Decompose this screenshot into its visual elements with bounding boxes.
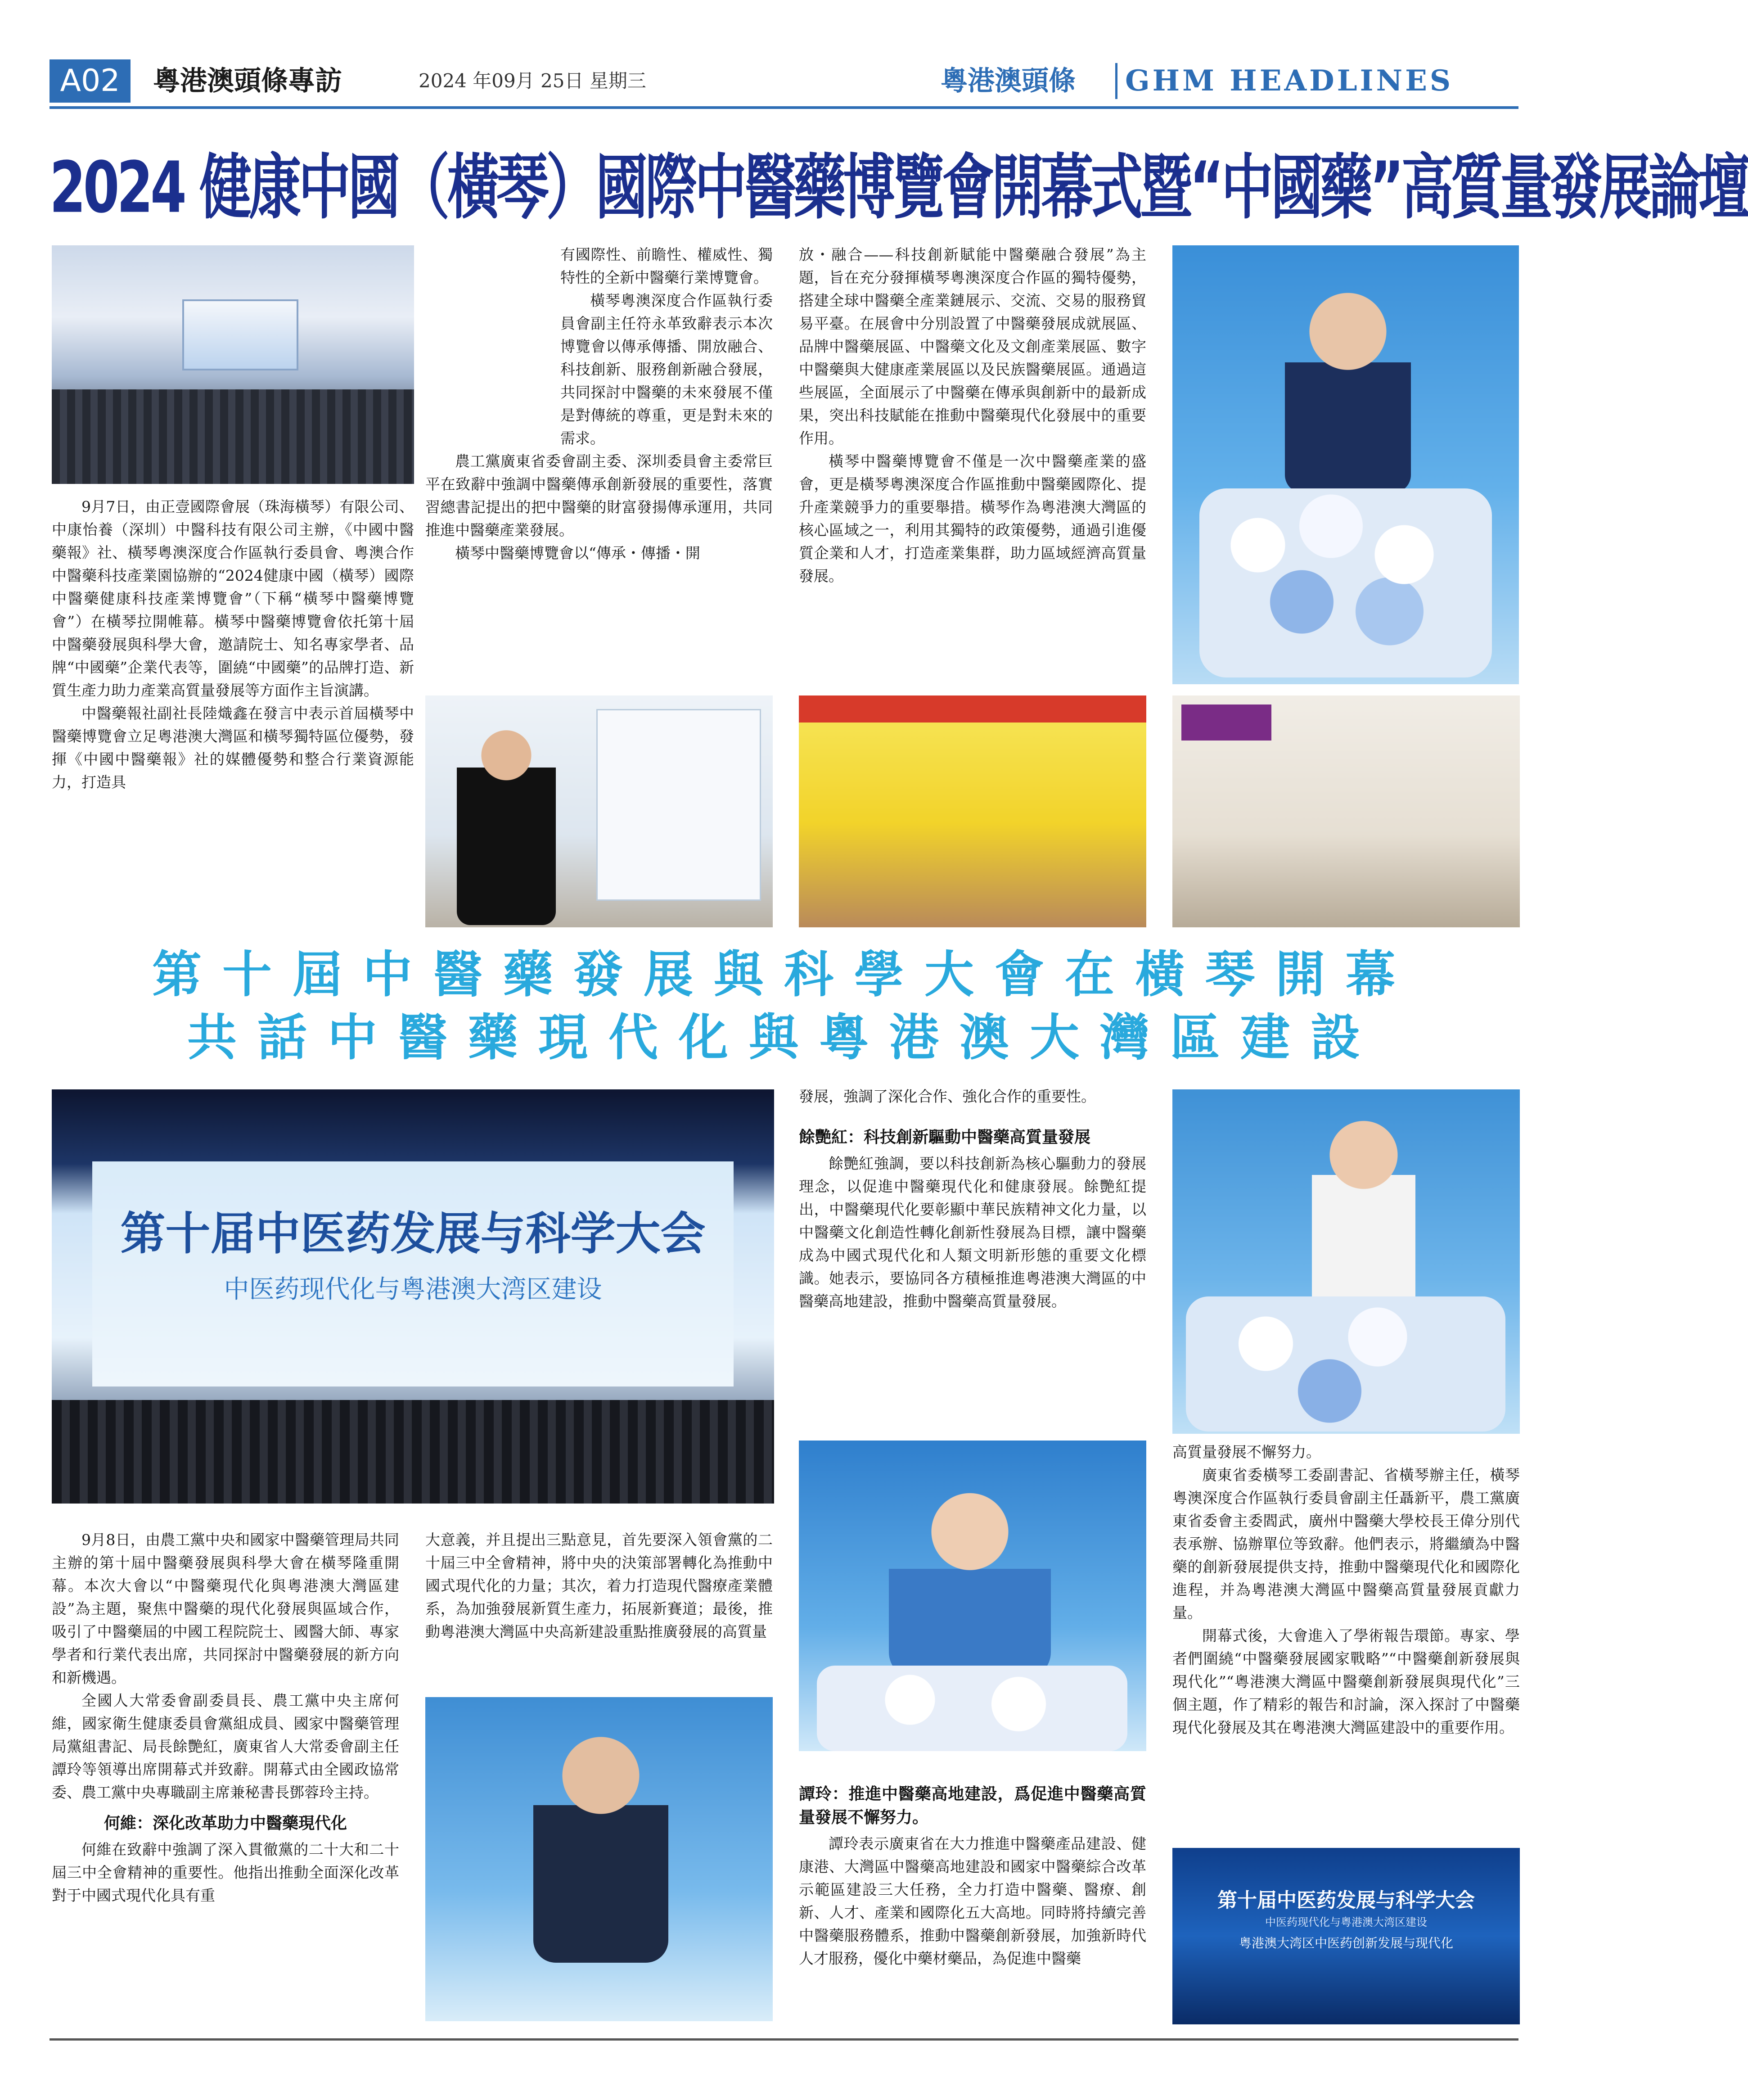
article1-column-1: [52, 495, 414, 794]
article2-column-3-lower: [799, 1783, 1146, 1970]
hall-audience: [52, 389, 414, 484]
masthead-en: GHM HEADLINES: [1125, 64, 1454, 98]
paragraph: 橫琴中醫藥博覽會不僅是一次中醫藥產業的盛會，更是橫琴粵澳深度合作區推動中醫藥國際化、提升產業競爭力的重要舉措。橫琴作為粵港澳大灣區的核心區域之一，利用其獨特的政策優勢，通過引進優質企業和人才，打造產業集群，助力區域經濟高質量發展。: [799, 452, 1146, 585]
masthead-divider: [1115, 63, 1117, 99]
stage-banner-title: 第十届中医药发展与科学大会: [120, 1207, 706, 1260]
booth-signboard: [799, 695, 1146, 723]
article2-column-2: [425, 1528, 773, 1643]
hall-screen: [182, 299, 298, 370]
page-number-badge: A02: [50, 59, 131, 103]
paragraph: 橫琴粵澳深度合作區執行委員會副主任符永革致辭表示本次博覽會以傳承傳播、開放融合、科技創新、服務創新融合發展，共同探討中醫藥的未來發展不僅是對傳統的尊重，更是對未來的需求。: [560, 292, 773, 447]
article2-headline-line2: 共話中醫藥現代化與粵港澳大灣區建設: [187, 1009, 1381, 1066]
paragraph: 大意義，并且提出三點意見，首先要深入領會黨的二十屆三中全會精神，將中央的決策部署轉化為推動中國式現代化的力量；其次，着力打造現代醫療產業體系，為加強發展新質生產力，拓展新賽道；最後，推動粵港澳大灣區中央高新建設重點推廣發展的高質量: [425, 1531, 773, 1640]
paragraph: 放・融合——科技創新賦能中醫藥融合發展”為主題，旨在充分發揮橫琴粵澳深度合作區的獨特優勢，搭建全球中醫藥全產業鏈展示、交流、交易的服務貿易平臺。在展會中分別設置了中醫藥發展成就展區、品牌中醫藥展區、中醫藥文化及文創產業展區、數字中醫藥與大健康產業展區以及民族醫藥展區。通過這些展區，全面展示了中醫藥在傳承與創新中的最新成果，突出科技賦能在推動中醫藥現代化發展中的重要作用。: [799, 246, 1146, 447]
screen-subtitle: 中医药现代化与粤港澳大湾区建设: [1265, 1916, 1427, 1928]
screen-forum-line: 粤港澳大湾区中医药创新发展与现代化: [1239, 1936, 1453, 1951]
article1-column-3: [799, 243, 1146, 587]
paragraph: 9月7日，由正壹國際會展（珠海橫琴）有限公司、中康怡養（深圳）中醫科技有限公司主辦，《中國中醫藥報》社、橫琴粵澳深度合作區執行委員會、粵澳合作中醫藥科技產業園協辦的“2024健康中國（橫琴）國際中醫藥健康科技產業博覽會”（下稱“橫琴中醫藥博覽會”）在橫琴拉開帷幕。橫琴中醫藥博覽會依托第十屆中醫藥發展與科學大會，邀請院士、知名專家學者、品牌“中國藥”企業代表等，圍繞“中國藥”的品牌打造、新質生產力助力產業高質量發展等方面作主旨演講。: [52, 498, 414, 699]
article2-column-4: [1172, 1441, 1520, 1739]
stage-banner-subtitle: 中医药现代化与粤港澳大湾区建设: [224, 1275, 602, 1304]
subheading-yu-yanhong: 餘艷紅：科技創新驅動中醫藥高質量發展: [799, 1128, 1091, 1147]
header-rule: [50, 106, 1518, 109]
issue-date: 2024 年09月 25日 星期三: [419, 70, 646, 92]
forum-screen-photo: [1172, 1848, 1520, 2024]
paragraph: 全國人大常委會副委員長、農工黨中央主席何維，國家衛生健康委員會黨組成員、國家中醫藥管理局黨組書記、局長餘艷紅，廣東省人大常委會副主任譚玲等領導出席開幕式并致辭。開幕式由全國政協常委、農工黨中央專職副主席兼秘書長鄧蓉玲主持。: [52, 1692, 399, 1801]
footer-rule: [50, 2038, 1518, 2041]
conference-stage-photo: [52, 1089, 774, 1504]
article1-headline: 2024 健康中國（橫琴）國際中醫藥博覽會開幕式暨“中國藥”高質量發展論壇: [50, 147, 1748, 229]
paragraph: 發展，強調了深化合作、強化合作的重要性。: [799, 1088, 1096, 1105]
booth-logo-sign: [1181, 705, 1271, 741]
speaker-figure: [1285, 286, 1411, 493]
article2-column-3: [799, 1085, 1146, 1313]
display-panel: [596, 709, 761, 901]
yellow-booth-photo: [799, 695, 1146, 927]
article2-headline-line1: 第十屆中醫藥發展與科學大會在橫琴開幕: [152, 946, 1416, 1003]
paragraph: 中醫藥報社副社長陸熾鑫在發言中表示首屆橫琴中醫藥博覽會立足粵港澳大灣區和橫琴獨特區位優勢，發揮《中國中醫藥報》社的媒體優勢和整合行業資源能力，打造具: [52, 705, 414, 791]
speaker-figure: [533, 1729, 668, 1963]
subheading-he-wei: 何維：深化改革助力中醫藥現代化: [104, 1814, 347, 1833]
paragraph: 高質量發展不懈努力。: [1172, 1443, 1321, 1461]
conference-hall-photo: [52, 245, 414, 484]
section-title: 粵港澳頭條專訪: [153, 65, 342, 97]
screen-title: 第十届中医药发展与科学大会: [1217, 1889, 1475, 1912]
article1-column-2: [425, 243, 773, 565]
paragraph: 橫琴中醫藥博覽會以“傳承・傳播・開: [455, 544, 700, 562]
paragraph: 開幕式後，大會進入了學術報告環節。專家、學者們圍繞“中醫藥發展國家戰略”“中醫藥創新發展與現代化”“粵港澳大灣區中醫藥創新發展與現代化”三個主題，作了精彩的報告和討論，深入探討了中醫藥現代化發展及其在粵港澳大灣區建設中的重要作用。: [1172, 1627, 1520, 1736]
exhibition-booth-photo: [1172, 695, 1520, 927]
speaker-photo-man-podium: [1172, 245, 1519, 684]
paragraph: 廣東省委橫琴工委副書記、省橫琴辦主任，橫琴粵澳深度合作區執行委員會副主任聶新平，農工黨廣東省委會主委閻武，廣州中醫藥大學校長王偉分別代表承辦、協辦單位等致辭。他們表示，將繼續為中醫藥的創新發展提供支持，推動中醫藥現代化和國際化進程，并為粵港澳大灣區中醫藥高質量發展貢獻力量。: [1172, 1466, 1520, 1621]
paragraph: 譚玲表示廣東省在大力推進中醫藥產品建設、健康港、大灣區中醫藥高地建設和國家中醫藥綜合改革示範區建設三大任務，全力打造中醫藥、醫療、創新、人才、產業和國際化五大高地。同時將持續完善中醫藥服務體系，推動中醫藥創新發展，加強新時代人才服務，優化中藥材藥品，為促進中醫藥: [799, 1835, 1146, 1967]
paragraph: 何維在致辭中強調了深入貫徹黨的二十大和二十屆三中全會精神的重要性。他指出推動全面深化改革對于中國式現代化具有重: [52, 1841, 399, 1904]
subheading-tan-ling: 譚玲：推進中醫藥高地建設，爲促進中醫藥高質量發展不懈努力。: [799, 1785, 1146, 1827]
paragraph: 農工黨廣東省委會副主委、深圳委員會主委常巨平在致辭中強調中醫藥傳承創新發展的重要性，落實習總書記提出的把中醫藥的財富發揚傳承運用，共同推進中醫藥產業發展。: [425, 452, 773, 539]
speaker-photo-woman-white: [1172, 1089, 1520, 1434]
speaker-photo-man-glasses: [425, 1697, 773, 2021]
article2-column-1: [52, 1528, 399, 1907]
podium-flowers: [1199, 488, 1492, 677]
speaker-photo-woman-blue: [799, 1441, 1146, 1751]
speaker-figure: [889, 1490, 1051, 1679]
speaker-figure: [1312, 1107, 1415, 1323]
masthead-cn: 粵港澳頭條: [941, 65, 1076, 97]
paragraph: 9月8日，由農工黨中央和國家中醫藥管理局共同主辦的第十屆中醫藥發展與科學大會在橫琴隆重開幕。本次大會以“中醫藥現代化與粵港澳大灣區建設”為主題，聚焦中醫藥的現代化發展與區域合作，吸引了中醫藥屆的中國工程院院士、國醫大師、專家學者和行業代表出席，共同探討中醫藥發展的新方向和新機遇。: [52, 1531, 399, 1686]
demonstrator-figure: [457, 718, 556, 925]
podium-flowers: [1186, 1296, 1505, 1432]
expo-demo-photo: [425, 695, 773, 927]
paragraph: 餘艷紅強調，要以科技創新為核心驅動力的發展理念，以促進中醫藥現代化和健康發展。餘艷紅提出，中醫藥現代化要彰顯中華民族精神文化力量，以中醫藥文化創造性轉化創新性發展為目標，讓中醫藥成為中國式現代化和人類文明新形態的重要文化標識。她表示，要協同各方積極推進粵港澳大灣區的中醫藥高地建設，推動中醫藥高質量發展。: [799, 1155, 1146, 1310]
stage-audience: [52, 1400, 774, 1504]
podium-flowers: [817, 1666, 1127, 1751]
paragraph: 有國際性、前瞻性、權威性、獨特性的全新中醫藥行業博覽會。: [560, 246, 773, 286]
